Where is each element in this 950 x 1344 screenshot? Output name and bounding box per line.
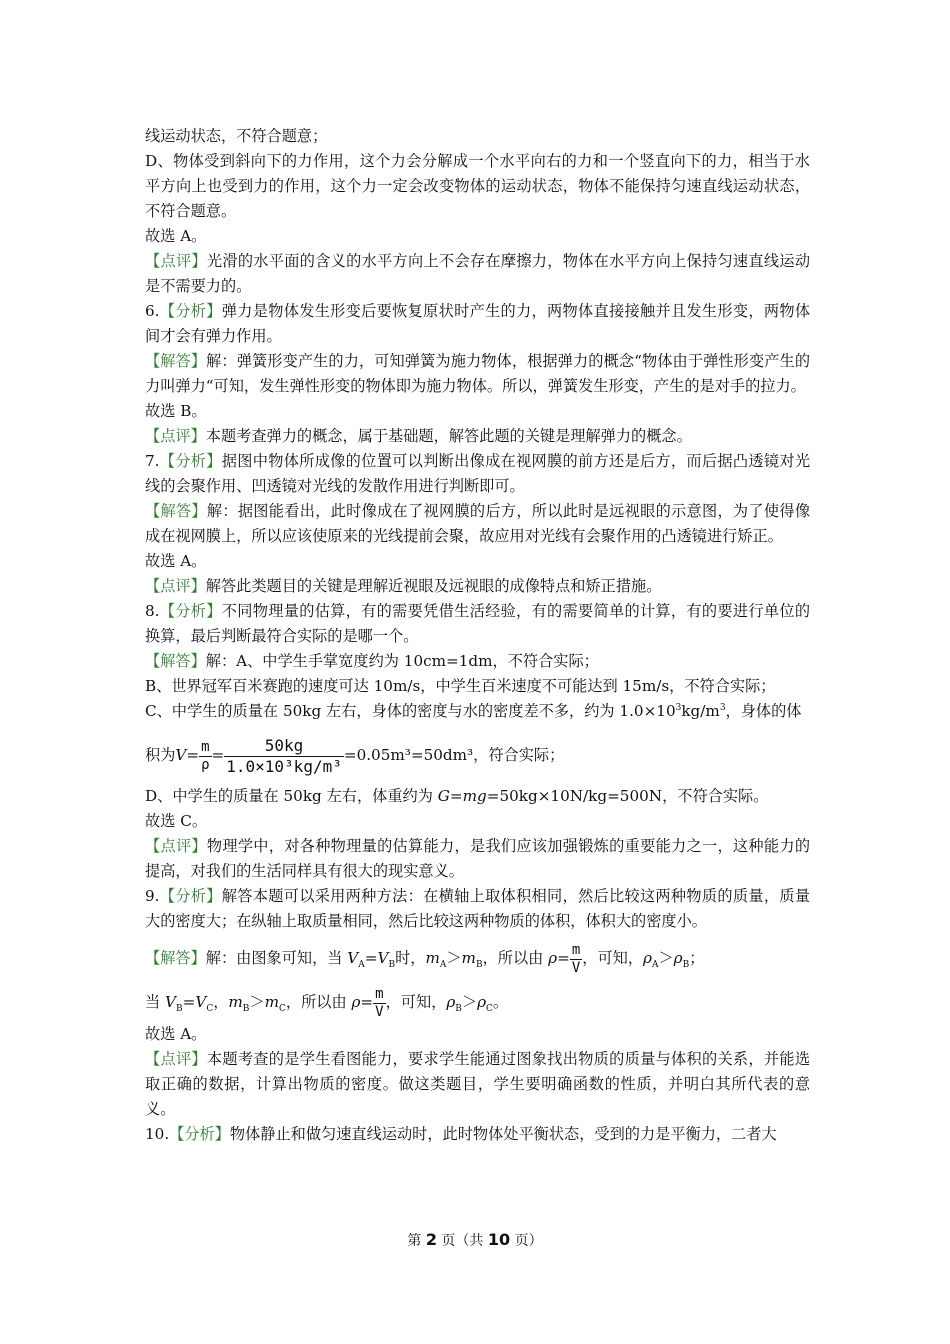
formula-op: ＞ (446, 949, 462, 967)
answer-tag: 【解答】 (145, 949, 206, 967)
q9-answer-line-2 (145, 982, 810, 1022)
q8-answer-c (145, 699, 810, 724)
fraction-denominator: 1.0×10³kg/m³ (226, 756, 342, 776)
answer-tag: 【解答】 (145, 652, 206, 670)
answer-tag: 【解答】 (145, 502, 207, 520)
page-content (145, 124, 810, 1147)
q9-comment (145, 1047, 810, 1122)
formula-result: =0.05m³=50dm³，符合实际； (343, 746, 565, 764)
superscript: 3 (675, 702, 682, 713)
footer-text: 页（共 (436, 1233, 488, 1249)
subscript: B (242, 1004, 250, 1015)
formula-op: ＞ (461, 993, 478, 1011)
q9-choice: 故选 A。 (145, 1025, 207, 1043)
q5-comment (145, 249, 810, 299)
analysis-tag: 【分析】 (159, 452, 222, 470)
q9-analysis (145, 884, 810, 934)
analysis-text: 据图中物体所成像的位置可以判断出像成在视网膜的前方还是后方，而后据凸透镜对光线的会聚作用、凹透镜对光线的发散作用进行判断即可。 (145, 452, 811, 495)
q7-analysis (145, 449, 810, 499)
answer-text: ，所以由 (285, 993, 352, 1011)
formula-var: ρ (351, 993, 361, 1011)
comment-text: 本题考查的是学生看图能力，要求学生能通过图象找出物质的质量与体积的关系，并能选取正确的数据，计算出物质的密度。做这类题目，学生要明确函数的性质，并明白其所代表的意义。 (145, 1050, 811, 1118)
subscript: A (439, 960, 447, 971)
question-number: 8. (145, 602, 160, 620)
analysis-tag: 【分析】 (159, 302, 222, 320)
comment-text: 光滑的水平面的含义的水平方向上不会存在摩擦力，物体在水平方向上保持匀速直线运动是不需要力的。 (145, 252, 811, 295)
q8-choice: 故选 C。 (145, 812, 208, 830)
analysis-tag: 【分析】 (159, 602, 222, 620)
q8-comment (145, 834, 810, 884)
subscript: B (475, 960, 483, 971)
subscript: C (206, 1004, 214, 1015)
fraction-denominator: ρ (201, 756, 210, 773)
formula-var: ρ (548, 949, 558, 967)
formula-var: ρ (643, 949, 652, 967)
fraction-numerator: m (375, 985, 384, 1002)
formula-var: m (425, 949, 440, 967)
fraction-density (373, 986, 385, 1021)
q8-answer-d (145, 784, 810, 809)
formula-var: G=mg (437, 787, 487, 805)
q7-comment (145, 574, 810, 599)
formula-eq: = (182, 993, 196, 1011)
formula-var: ρ (446, 993, 456, 1011)
analysis-tag: 【分析】 (169, 1125, 230, 1143)
comment-text: 解答此类题目的关键是理解近视眼及远视眼的成像特点和矫正措施。 (205, 577, 662, 595)
q6-choice: 故选 B。 (145, 402, 207, 420)
page-footer (0, 1230, 950, 1251)
formula-var: m (228, 993, 243, 1011)
answer-tag: 【解答】 (145, 352, 207, 370)
formula-var: ρ (673, 949, 683, 967)
analysis-tag: 【分析】 (159, 887, 222, 905)
answer-text: ， (213, 993, 229, 1011)
fraction-mass-over-density (199, 739, 211, 774)
subscript: B (682, 960, 690, 971)
q9-answer-line-1 (145, 938, 810, 978)
formula-op: ＞ (658, 949, 674, 967)
formula-var: V (165, 993, 176, 1011)
answer-text: 解：弹簧形变产生的力，可知弹簧为施力物体，根据弹力的概念“物体由于弹性形变产生的力叫弹力“可知，发生弹性形变的物体即为施力物体。所以，弹簧发生形变，产生的是对手的拉力。 (145, 352, 811, 395)
fraction-numerator: 50kg (224, 736, 344, 757)
answer-text: 解：据图能看出，此时像成在了视网膜的后方，所以此时是远视眼的示意图，为了使得像成在视网膜上，所以应该使原来的光线提前会聚，故应用对光线有会聚作用的凸透镜进行矫正。 (145, 502, 811, 545)
superscript: 3 (719, 702, 726, 713)
fraction-numerator: m (201, 738, 210, 755)
answer-text: 解：A、中学生手掌宽度约为 10cm=1dm，不符合实际； (205, 652, 599, 670)
formula-var: V (175, 746, 187, 764)
answer-text: =50kg×10N/kg=500N，不符合实际。 (486, 787, 769, 805)
question-number: 7. (145, 452, 160, 470)
formula-op: ＞ (249, 993, 265, 1011)
paragraph: D、物体受到斜向下的力作用，这个力会分解成一个水平向右的力和一个竖直向下的力，相当于水平方向上也受到力的作用，这个力一定会改变物体的运动状态，物体不能保持匀速直线运动状态，不符合题意。 (145, 152, 810, 220)
subscript: B (388, 960, 396, 971)
formula-var: m (264, 993, 280, 1011)
comment-tag: 【点评】 (145, 577, 206, 595)
formula-eq: = (186, 746, 200, 764)
answer-text: 当 (145, 993, 166, 1011)
formula-text: 积为 (145, 746, 176, 764)
answer-text: 时， (395, 949, 426, 967)
answer-text: ，可知， (385, 993, 447, 1011)
q8-analysis (145, 599, 810, 649)
question-number: 6. (145, 302, 160, 320)
question-number: 9. (145, 887, 160, 905)
subscript: A (358, 960, 365, 971)
comment-text: 物理学中，对各种物理量的估算能力，是我们应该加强锻炼的重要能力之一，这种能力的提高，对我们的生活同样具有很大的现实意义。 (145, 837, 811, 880)
formula-var: ρ (477, 993, 487, 1011)
comment-tag: 【点评】 (145, 252, 207, 270)
answer-text: ，可知， (582, 949, 643, 967)
total-pages: 10 (487, 1230, 511, 1249)
q6-answer (145, 349, 810, 399)
formula-eq: = (557, 949, 570, 967)
answer-text: ； (689, 949, 705, 967)
fraction-density (570, 942, 582, 977)
formula-eq: = (364, 949, 378, 967)
formula-var: m (461, 949, 476, 967)
answer-text: 解：由图象可知，当 (205, 949, 348, 967)
subscript: B (175, 1004, 183, 1015)
answer-text: D、中学生的质量在 50kg 左右，体重约为 (145, 787, 438, 805)
analysis-text: 弹力是物体发生形变后要恢复原状时产生的力，两物体直接接触并且发生形变，两物体间才会有弹力作用。 (145, 302, 811, 345)
comment-text: 本题考查弹力的概念，属于基础题，解答此题的关键是理解弹力的概念。 (205, 427, 692, 445)
comment-tag: 【点评】 (145, 837, 207, 855)
formula-var: V (347, 949, 359, 967)
volume-formula (145, 730, 810, 780)
fraction-values (224, 736, 344, 777)
question-number: 10. (145, 1125, 170, 1143)
answer-text: 。 (492, 993, 509, 1011)
paragraph: 线运动状态，不符合题意； (145, 127, 328, 145)
subscript: B (455, 1004, 462, 1015)
formula-eq: = (211, 746, 225, 764)
footer-text: 第 (407, 1233, 426, 1249)
formula-var: V (195, 993, 207, 1011)
formula-eq: = (360, 993, 374, 1011)
footer-text: 页） (510, 1233, 543, 1249)
comment-tag: 【点评】 (145, 427, 206, 445)
subscript: A (651, 960, 659, 971)
analysis-text: 解答本题可以采用两种方法：在横轴上取体积相同，然后比较这两种物质的质量，质量大的密度大；在纵轴上取质量相同，然后比较这两种物质的体积，体积大的密度小。 (145, 887, 811, 930)
q8-answer-b: B、世界冠军百米赛跑的速度可达 10m/s，中学生百米速度不可能达到 15m/s，不符合实际； (145, 677, 776, 695)
answer-text: ，身体的体 (725, 702, 802, 720)
fraction-denominator: V (375, 1003, 384, 1020)
q6-analysis (145, 299, 810, 349)
formula-var: V (377, 949, 389, 967)
q7-choice: 故选 A。 (145, 552, 207, 570)
comment-tag: 【点评】 (145, 1050, 207, 1068)
subscript: C (279, 1004, 286, 1015)
analysis-text: 不同物理量的估算，有的需要凭借生活经验，有的需要简单的计算，有的要进行单位的换算，最后判断最符合实际的是哪一个。 (145, 602, 811, 645)
paragraph: 故选 A。 (145, 227, 207, 245)
q7-answer (145, 499, 810, 549)
q8-answer-a (145, 649, 810, 674)
fraction-denominator: V (571, 959, 581, 976)
answer-text: ，所以由 (482, 949, 549, 967)
subscript: C (486, 1004, 493, 1015)
fraction-numerator: m (571, 941, 581, 958)
q6-comment (145, 424, 810, 449)
page-number: 2 (425, 1230, 437, 1249)
answer-text: kg/m (681, 702, 720, 720)
analysis-text: 物体静止和做匀速直线运动时，此时物体处平衡状态，受到的力是平衡力，二者大 (229, 1125, 777, 1143)
answer-text: C、中学生的质量在 50kg 左右，身体的密度与水的密度差不多，约为 1.0×10 (145, 702, 676, 720)
q10-analysis (145, 1122, 810, 1147)
